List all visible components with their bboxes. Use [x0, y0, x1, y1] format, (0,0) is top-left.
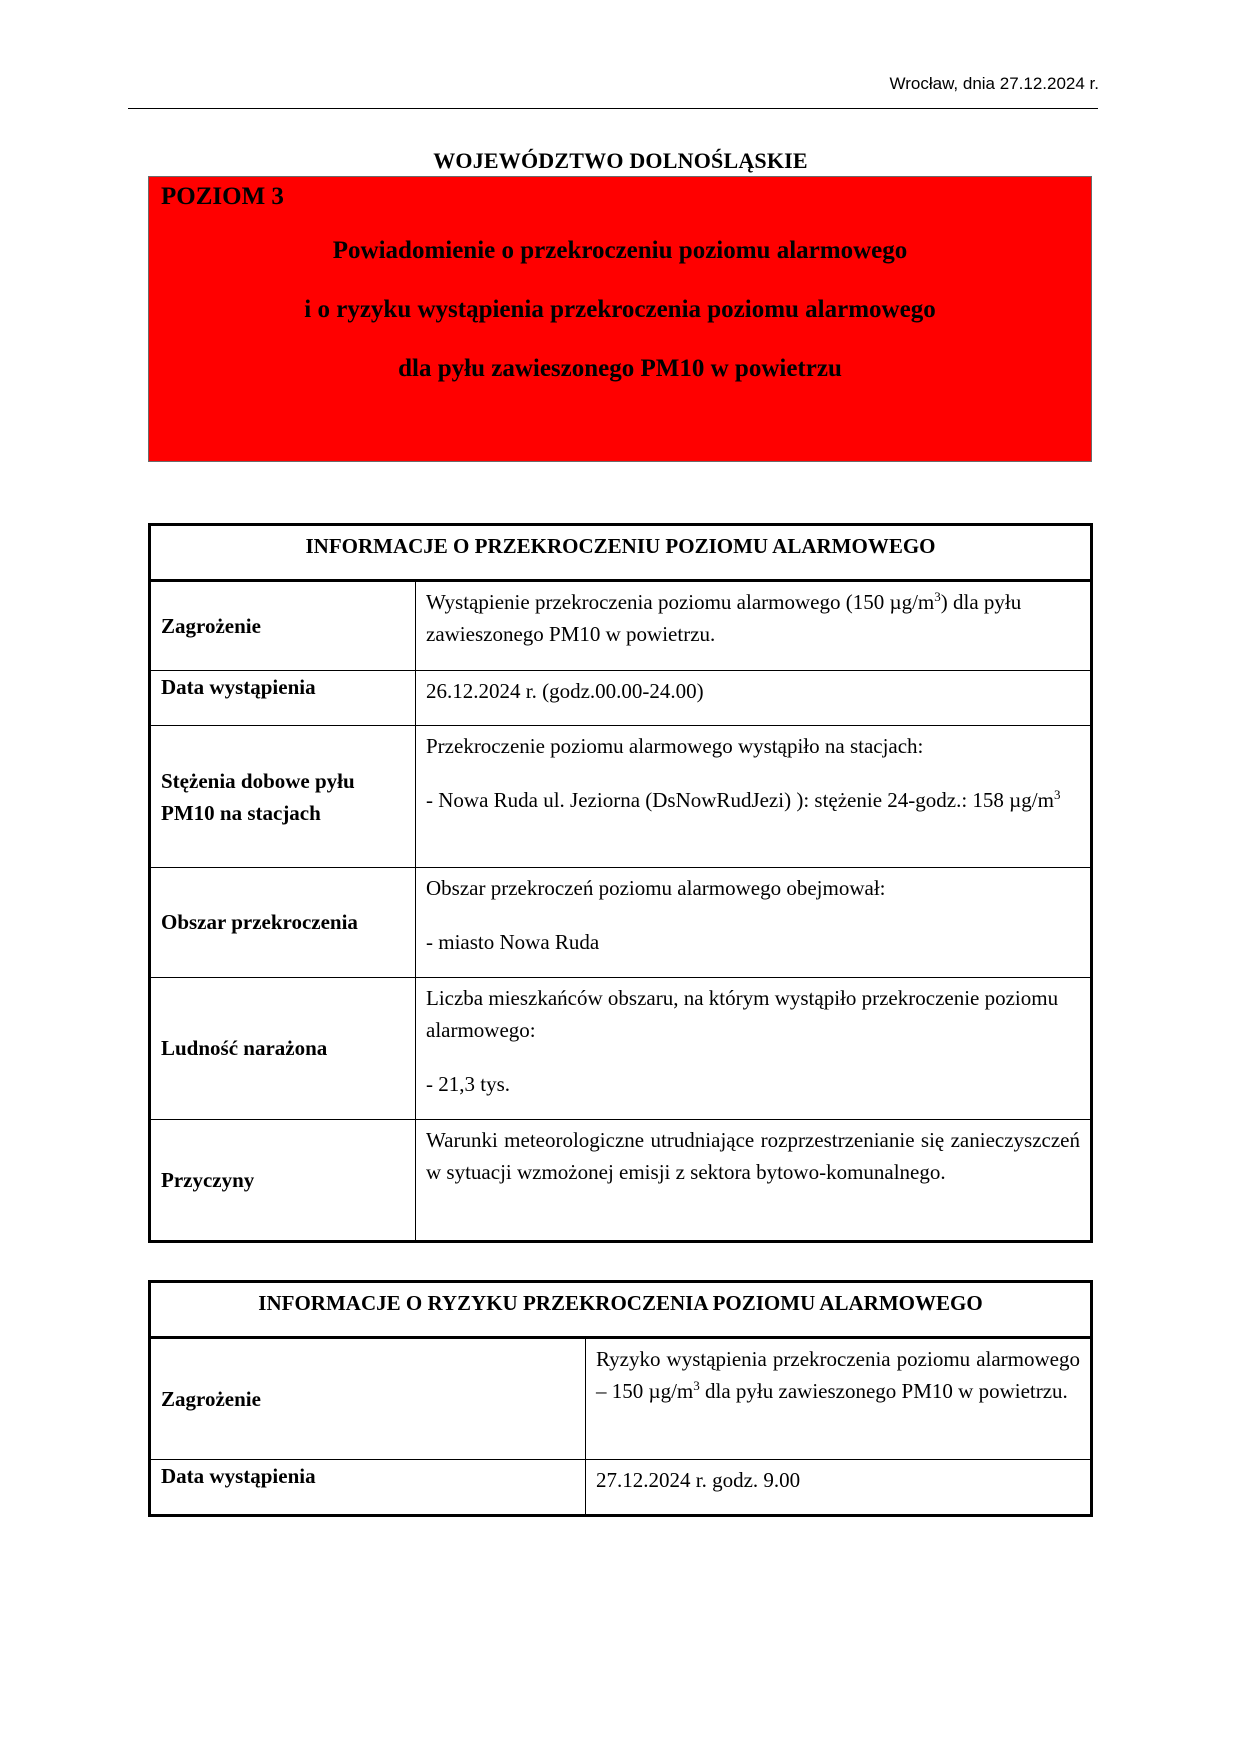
row-value: Obszar przekroczeń poziomu alarmowego obejmował: - miasto Nowa Ruda	[416, 868, 1092, 978]
table-row	[150, 1120, 1092, 1242]
row-label: Obszar przekroczenia	[150, 868, 416, 978]
alert-title-line: dla pyłu zawieszonego PM10 w powietrzu	[398, 355, 842, 382]
row-label: Ludność narażona	[150, 978, 416, 1120]
row-label: Przyczyny	[150, 1120, 416, 1242]
table-row	[150, 978, 1092, 1120]
risk-info-table	[148, 1280, 1093, 1517]
row-value: Przekroczenie poziomu alarmowego wystąpiło na stacjach: - Nowa Ruda ul. Jeziorna (DsNowRudJezi) ): stężenie 24-godz.: 158 $\mu g/m^3$	[416, 726, 1092, 868]
row-label: Data wystąpienia	[150, 1460, 586, 1516]
table-heading: INFORMACJE O RYZYKU PRZEKROCZENIA POZIOMU ALARMOWEGO	[150, 1282, 1092, 1338]
row-label: Zagrożenie	[150, 1338, 586, 1460]
alert-title-line: i o ryzyku wystąpienia przekroczenia poziomu alarmowego	[304, 296, 936, 323]
row-value: Wystąpienie przekroczenia poziomu alarmowego (150 $\mu g/m^3$) dla pyłu zawieszonego PM10 w powietrzu.	[416, 581, 1092, 671]
row-label: Data wystąpienia	[150, 671, 416, 726]
table-row	[150, 1338, 1092, 1460]
exceedance-info-table	[148, 523, 1093, 1243]
row-value: 26.12.2024 r. (godz.00.00-24.00)	[416, 671, 1092, 726]
table-row	[150, 671, 1092, 726]
alert-level: POZIOM 3	[161, 183, 284, 210]
row-value: Warunki meteorologiczne utrudniające rozprzestrzenianie się zanieczyszczeń w sytuacji wzmożonej emisji z sektora bytowo-komunalnego.	[416, 1120, 1092, 1242]
header-divider	[128, 108, 1098, 109]
alert-title-line: Powiadomienie o przekroczeniu poziomu alarmowego	[332, 237, 908, 264]
table-row	[150, 1460, 1092, 1516]
table-row	[150, 726, 1092, 868]
row-label: Zagrożenie	[150, 581, 416, 671]
row-label: Stężenia dobowe pyłu PM10 na stacjach	[150, 726, 416, 868]
table-row	[150, 868, 1092, 978]
document-date: Wrocław, dnia 27.12.2024 r.	[889, 74, 1099, 93]
row-value: Liczba mieszkańców obszaru, na którym wystąpiło przekroczenie poziomu alarmowego: - 21,3 tys.	[416, 978, 1092, 1120]
table-heading: INFORMACJE O PRZEKROCZENIU POZIOMU ALARMOWEGO	[150, 525, 1092, 581]
region-title: WOJEWÓDZTWO DOLNOŚLĄSKIE	[433, 148, 808, 173]
alert-banner	[148, 176, 1092, 462]
row-value: 27.12.2024 r. godz. 9.00	[586, 1460, 1092, 1516]
row-value: Ryzyko wystąpienia przekroczenia poziomu alarmowego – 150 $\mu g/m^3$ dla pyłu zawieszonego PM10 w powietrzu.	[586, 1338, 1092, 1460]
table-row	[150, 581, 1092, 671]
